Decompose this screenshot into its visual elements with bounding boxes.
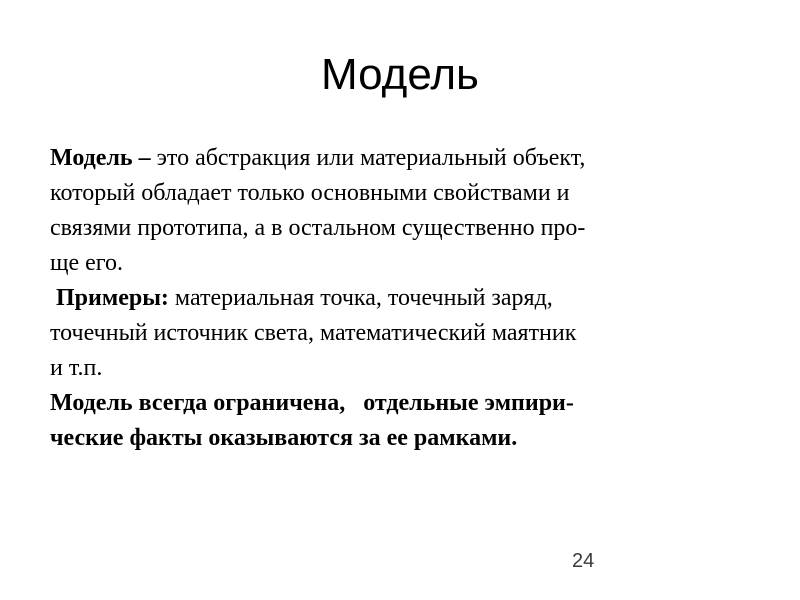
body-text: точечный источник света, математический маятник xyxy=(50,320,577,346)
body-line xyxy=(50,421,762,456)
slide-body xyxy=(50,141,762,456)
body-line xyxy=(50,281,762,316)
emphasis-text: Модель всегда ограничена, отдельные эмпири- xyxy=(50,390,574,416)
slide-number: 24 xyxy=(572,550,595,572)
body-line xyxy=(50,386,762,421)
body-text: это абстракция или материальный объект, xyxy=(156,145,586,171)
emphasis-text: ческие факты оказываются за ее рамками. xyxy=(50,425,518,451)
body-line xyxy=(50,176,762,211)
body-line xyxy=(50,141,762,176)
body-text: материальная точка, точечный заряд, xyxy=(174,285,553,311)
body-line xyxy=(50,351,762,386)
term-label: Модель – xyxy=(50,145,157,171)
body-line xyxy=(50,316,762,351)
examples-label: Примеры: xyxy=(50,285,175,311)
body-text: связями прототипа, а в остальном существенно про- xyxy=(50,215,586,241)
body-text: который обладает только основными свойствами и xyxy=(50,180,570,206)
slide-title: Модель xyxy=(321,50,479,99)
body-text: и т.п. xyxy=(50,355,103,381)
body-line xyxy=(50,246,762,281)
body-line xyxy=(50,211,762,246)
body-text: ще его. xyxy=(50,250,124,276)
